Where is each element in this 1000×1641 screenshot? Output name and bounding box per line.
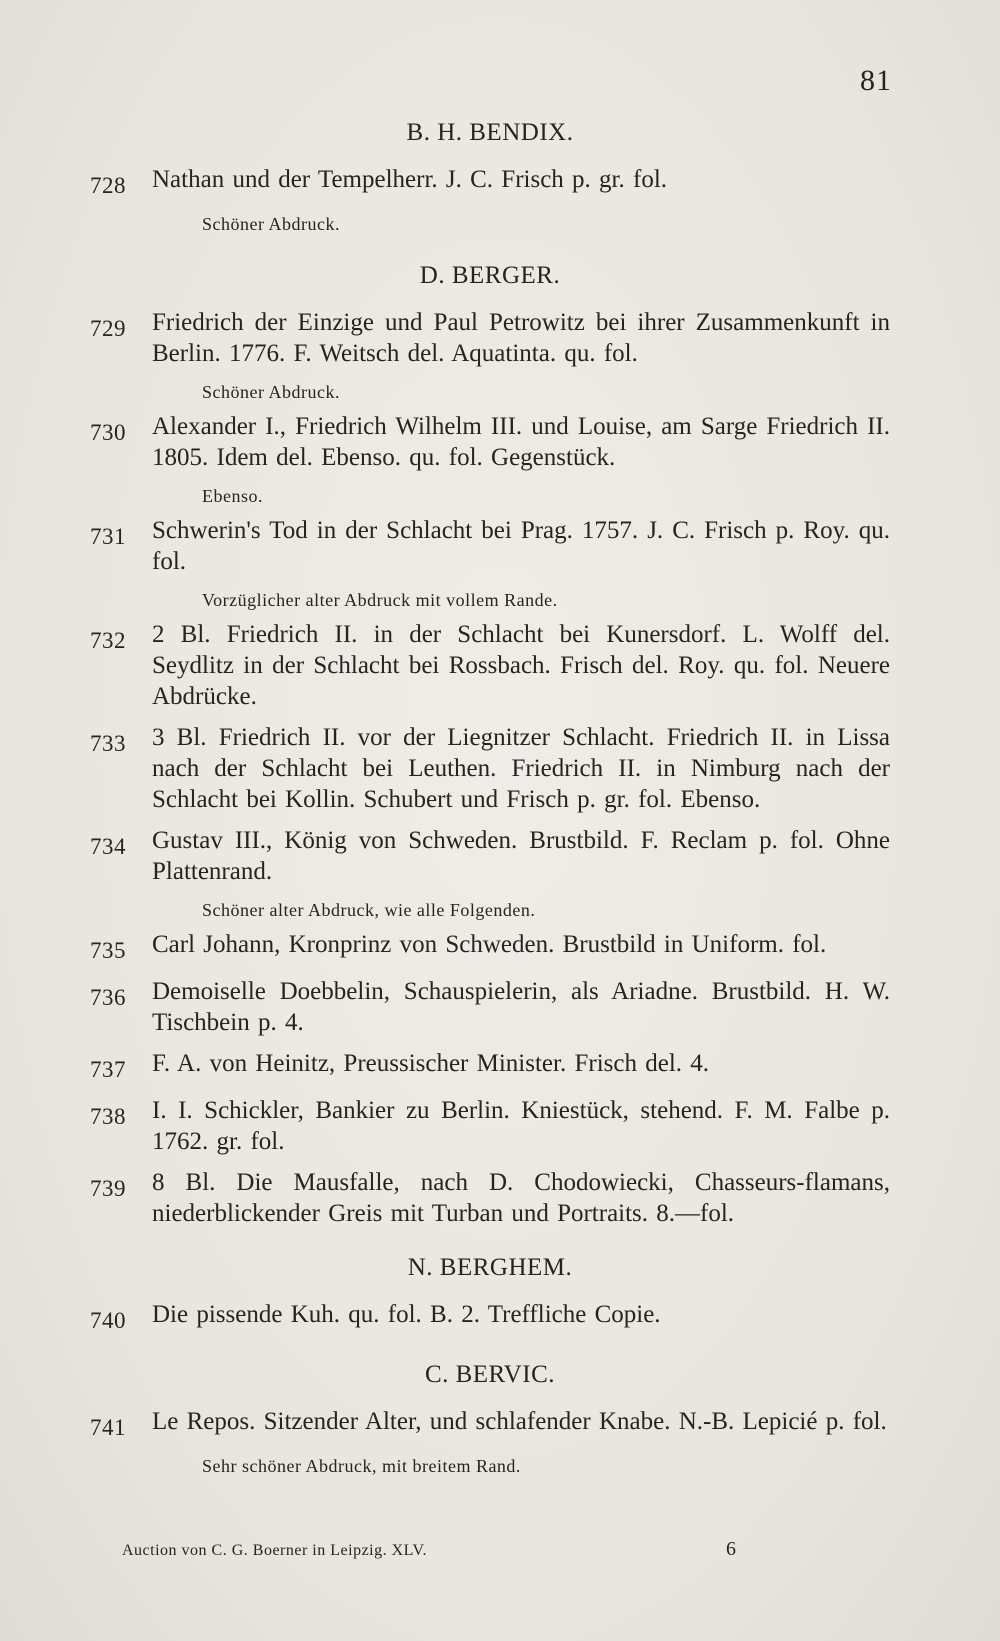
entry-description: Demoiselle Doebbelin, Schauspielerin, als Ariadne. Brustbild. H. W. Tischbein p. 4.: [152, 978, 890, 1036]
entry-note: Vorzüglicher alter Abdruck mit vollem Rande.: [202, 590, 558, 610]
entry-description: 2 Bl. Friedrich II. in der Schlacht bei Kunersdorf. L. Wolff del. Seydlitz in der Schlacht bei Rossbach. Frisch del. Roy. qu. fol. Neuere Abdrücke.: [152, 621, 890, 710]
entry-number: 741: [90, 1415, 126, 1440]
entry-number: 731: [90, 524, 126, 549]
section-heading: B. H. BENDIX.: [406, 119, 574, 146]
page-footer: [122, 1538, 862, 1560]
entry-description: Friedrich der Einzige und Paul Petrowitz bei ihrer Zusammenkunft in Berlin. 1776. F. Weitsch del. Aquatinta. qu. fol.: [152, 309, 890, 367]
catalogue-entry: [90, 1299, 890, 1336]
entry-number: 732: [90, 628, 126, 653]
entry-number: 730: [90, 420, 126, 445]
entry-number: 729: [90, 316, 126, 341]
catalogue-entry: [90, 976, 890, 1038]
section-heading: C. BERVIC.: [424, 1361, 556, 1388]
catalogue-entry: [90, 929, 890, 966]
entry-description: F. A. von Heinitz, Preussischer Minister. Frisch del. 4.: [152, 1050, 710, 1077]
section-heading: D. BERGER.: [419, 262, 561, 289]
entry-number: 728: [90, 173, 126, 198]
entry-description: Alexander I., Friedrich Wilhelm III. und Louise, am Sarge Friedrich II. 1805. Idem del. Ebenso. qu. fol. Gegenstück.: [152, 413, 890, 471]
entry-number: 737: [90, 1057, 126, 1082]
page-number: 81: [860, 64, 892, 97]
catalogue-content: [90, 118, 890, 1485]
catalogue-entry: [90, 1095, 890, 1157]
entry-number: 733: [90, 731, 126, 756]
catalogue-entry: [90, 1167, 890, 1229]
catalogue-entry: [90, 619, 890, 712]
catalogue-entry: [90, 1406, 890, 1443]
section-heading: N. BERGHEM.: [407, 1254, 573, 1281]
entry-description: 8 Bl. Die Mausfalle, nach D. Chodowiecki, Chasseurs-flamans, niederblickender Greis mit Turban und Portraits. 8.—fol.: [152, 1169, 890, 1227]
entry-description: 3 Bl. Friedrich II. vor der Liegnitzer Schlacht. Friedrich II. in Lissa nach der Schlacht bei Leuthen. Friedrich II. in Nimburg nach der Schlacht bei Kollin. Schubert und Frisch p. gr. fol. Ebenso.: [152, 724, 890, 813]
catalogue-entry: [90, 722, 890, 815]
entry-description: Carl Johann, Kronprinz von Schweden. Brustbild in Uniform. fol.: [152, 931, 827, 958]
entry-note: Schöner Abdruck.: [202, 214, 340, 234]
entry-number: 738: [90, 1104, 126, 1129]
footer-imprint: Auction von C. G. Boerner in Leipzig. XLV.: [122, 1542, 427, 1559]
catalogue-entry: [90, 825, 890, 887]
entry-number: 739: [90, 1176, 126, 1201]
catalogue-entry: [90, 515, 890, 577]
entry-note: Ebenso.: [202, 486, 263, 506]
entry-number: 735: [90, 938, 126, 963]
entry-number: 740: [90, 1308, 126, 1333]
entry-description: I. I. Schickler, Bankier zu Berlin. Kniestück, stehend. F. M. Falbe p. 1762. gr. fol.: [152, 1097, 890, 1155]
entry-description: Nathan und der Tempelherr. J. C. Frisch p. gr. fol.: [152, 166, 668, 193]
catalogue-entry: [90, 307, 890, 369]
entry-description: Le Repos. Sitzender Alter, und schlafender Knabe. N.-B. Lepicié p. fol.: [152, 1408, 887, 1435]
entry-note: Schöner alter Abdruck, wie alle Folgenden.: [202, 900, 536, 920]
entry-number: 734: [90, 834, 126, 859]
signature-mark: 6: [726, 1538, 737, 1560]
entry-number: 736: [90, 985, 126, 1010]
entry-description: Die pissende Kuh. qu. fol. B. 2. Treffliche Copie.: [152, 1301, 661, 1328]
entry-note: Sehr schöner Abdruck, mit breitem Rand.: [202, 1456, 521, 1476]
catalogue-entry: [90, 1048, 890, 1085]
catalogue-entry: [90, 164, 890, 201]
catalogue-entry: [90, 411, 890, 473]
entry-note: Schöner Abdruck.: [202, 382, 340, 402]
entry-description: Schwerin's Tod in der Schlacht bei Prag. 1757. J. C. Frisch p. Roy. qu. fol.: [152, 517, 890, 575]
entry-description: Gustav III., König von Schweden. Brustbild. F. Reclam p. fol. Ohne Plattenrand.: [152, 827, 890, 885]
